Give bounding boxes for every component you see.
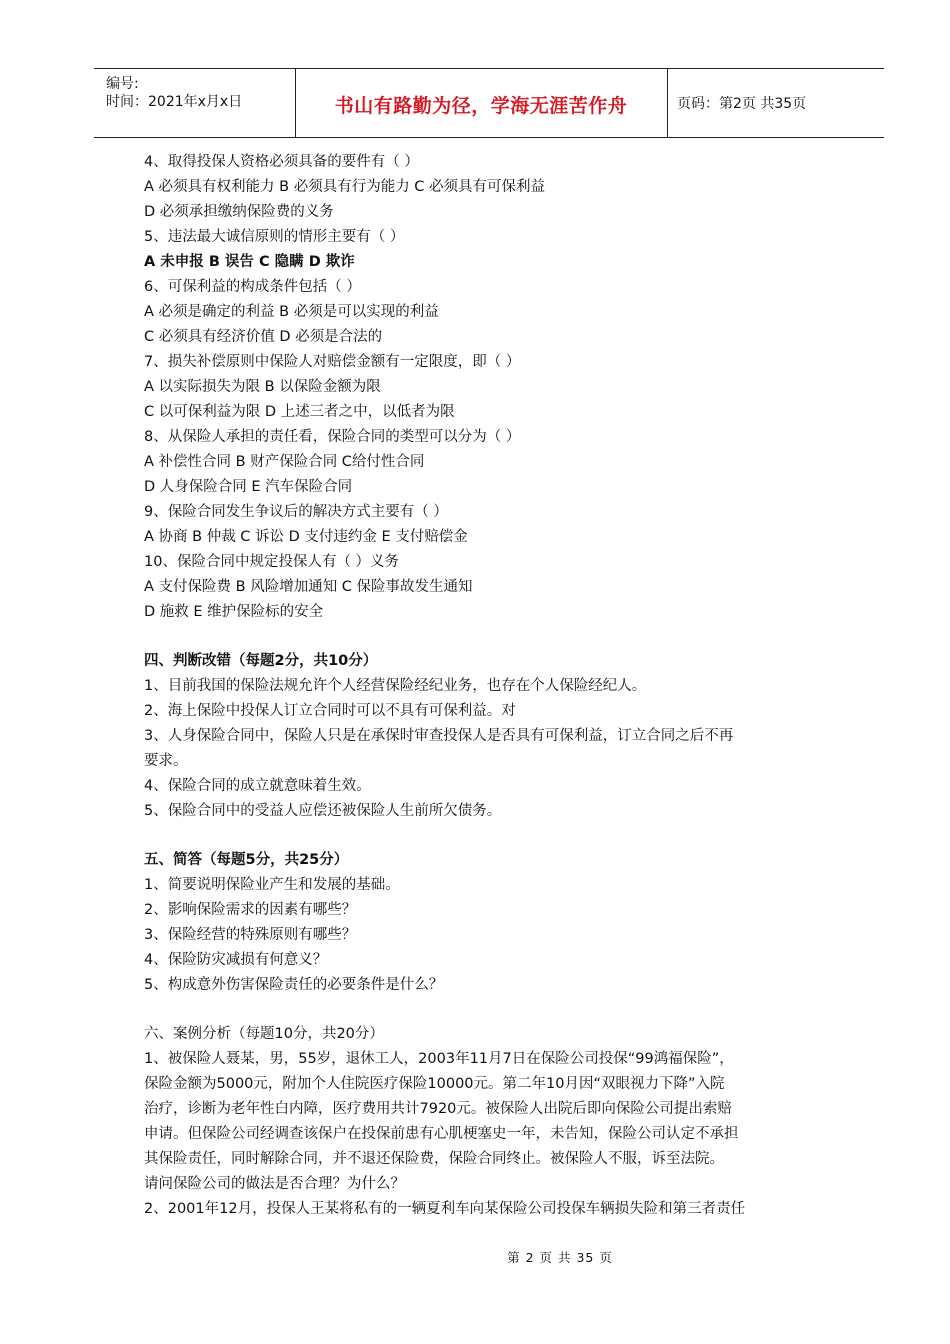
text-line: C 以可保利益为限 D 上述三者之中，以低者为限: [144, 404, 455, 420]
text-line: 3、人身保险合同中，保险人只是在承保时审查投保人是否具有可保利益，订立合同之后不再: [144, 728, 734, 744]
page-footer: [0, 1248, 950, 1266]
text-line: A 未申报 B 误告 C 隐瞒 D 欺诈: [144, 254, 355, 270]
header-motto: 书山有路勤为径，学海无涯苦作舟: [334, 95, 628, 117]
text-line: 5、违法最大诚信原则的情形主要有（ ）: [144, 229, 405, 245]
document-time-label: 时间：2021年x月x日: [106, 94, 243, 110]
text-line: 1、简要说明保险业产生和发展的基础。: [144, 877, 400, 893]
text-line: 4、保险合同的成立就意味着生效。: [144, 778, 371, 794]
text-line: D 施救 E 维护保险标的安全: [144, 604, 324, 620]
text-line: D 必须承担缴纳保险费的义务: [144, 204, 334, 220]
text-line: 保险金额为5000元，附加个人住院医疗保险10000元。第二年10月因“双眼视力下降”入院: [144, 1076, 725, 1092]
text-line: A 支付保险费 B 风险增加通知 C 保险事故发生通知: [144, 579, 473, 595]
text-line: 9、保险合同发生争议后的解决方式主要有（ ）: [144, 504, 448, 520]
header-page-cell: [667, 69, 884, 137]
footer-page-number: 第 2 页 共 35 页: [507, 1250, 613, 1265]
text-line: 2、海上保险中投保人订立合同时可以不具有可保利益。对: [144, 703, 516, 719]
page-header: [94, 68, 884, 138]
text-line: 2、影响保险需求的因素有哪些？: [144, 902, 357, 918]
header-page-info: 页码：第2页 共35页: [677, 96, 807, 112]
header-motto-cell: [295, 69, 668, 137]
text-line: 请问保险公司的做法是否合理？为什么？: [144, 1176, 405, 1192]
text-line: 1、目前我国的保险法规允许个人经营保险经纪业务，也存在个人保险经纪人。: [144, 678, 647, 694]
text-line: 六、案例分析（每题10分，共20分）: [144, 1026, 384, 1042]
text-line: A 协商 B 仲裁 C 诉讼 D 支付违约金 E 支付赔偿金: [144, 529, 468, 545]
text-line: 申请。但保险公司经调查该保户在投保前患有心肌梗塞史一年，未告知，保险公司认定不承担: [144, 1126, 739, 1142]
text-line: C 必须具有经济价值 D 必须是合法的: [144, 329, 383, 345]
text-line: 5、保险合同中的受益人应偿还被保险人生前所欠债务。: [144, 803, 502, 819]
text-line: 3、保险经营的特殊原则有哪些？: [144, 927, 357, 943]
text-line: 6、可保利益的构成条件包括（ ）: [144, 279, 361, 295]
text-line: D 人身保险合同 E 汽车保险合同: [144, 479, 353, 495]
text-line: 4、保险防灾减损有何意义？: [144, 952, 328, 968]
text-line: 治疗，诊断为老年性白内障，医疗费用共计7920元。被保险人出院后即向保险公司提出索赔: [144, 1101, 732, 1117]
text-line: 4、取得投保人资格必须具备的要件有（ ）: [144, 154, 419, 170]
text-line: 2、2001年12月，投保人王某将私有的一辆夏利车向某保险公司投保车辆损失险和第三者责任: [144, 1201, 746, 1217]
document-number-label: 编号:: [106, 76, 139, 92]
text-line: A 必须是确定的利益 B 必须是可以实现的利益: [144, 304, 439, 320]
text-line: 其保险责任，同时解除合同，并不退还保险费，保险合同终止。被保险人不服，诉至法院。: [144, 1151, 724, 1167]
text-line: A 以实际损失为限 B 以保险金额为限: [144, 379, 381, 395]
text-line: 8、从保险人承担的责任看，保险合同的类型可以分为（ ）: [144, 429, 521, 445]
text-line: 7、损失补偿原则中保险人对赔偿金额有一定限度，即（ ）: [144, 354, 521, 370]
text-line: 四、判断改错（每题2分，共10分）: [144, 653, 378, 669]
text-line: 5、构成意外伤害保险责任的必要条件是什么？: [144, 977, 444, 993]
text-line: A 必须具有权利能力 B 必须具有行为能力 C 必须具有可保利益: [144, 179, 546, 195]
header-meta-cell: [94, 69, 296, 137]
text-line: 五、简答（每题5分，共25分）: [144, 852, 349, 868]
text-line: 10、保险合同中规定投保人有（ ）义务: [144, 554, 400, 570]
text-line: 要求。: [144, 753, 188, 769]
text-line: A 补偿性合同 B 财产保险合同 C给付性合同: [144, 454, 425, 470]
text-line: 1、被保险人聂某，男，55岁，退休工人，2003年11月7日在保险公司投保“99鸿福保险”，: [144, 1051, 734, 1067]
